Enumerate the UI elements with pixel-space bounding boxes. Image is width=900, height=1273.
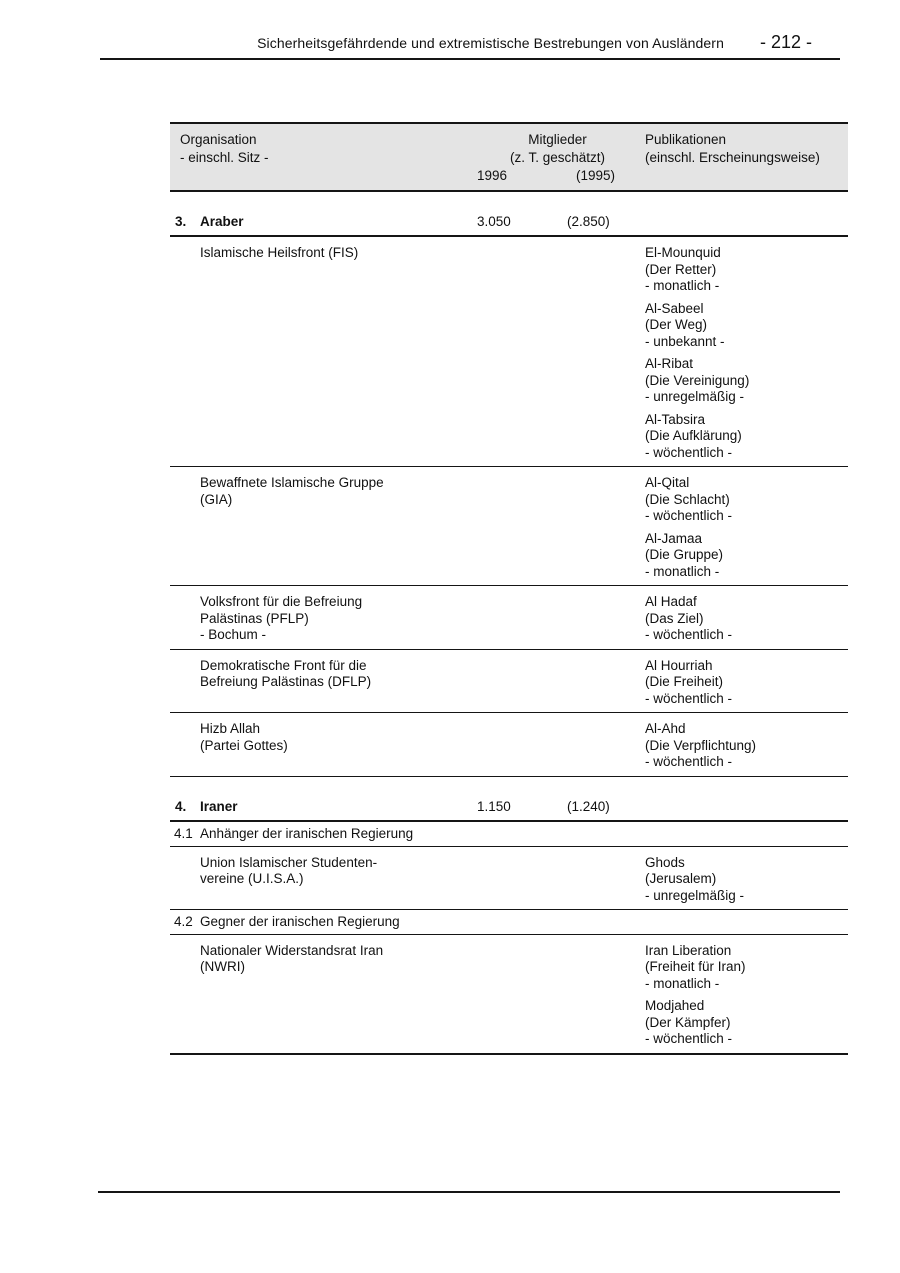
publications-cell [645, 721, 848, 771]
org-name-line: Hizb Allah [200, 721, 261, 736]
publication-translation: (Die Verpflichtung) [645, 737, 757, 753]
publication-frequency: - wöchentlich - [645, 754, 733, 769]
org-name-cell [170, 943, 470, 1048]
mitglieder-year-row [470, 167, 645, 185]
publications-cell [645, 943, 848, 1048]
org-name-cell [170, 721, 470, 771]
publication-title: Al-Ribat [645, 356, 694, 371]
organisation-header-sub: - einschl. Sitz - [180, 149, 269, 165]
publication-translation: (Jerusalem) [645, 871, 717, 886]
publication-translation: (Der Kämpfer) [645, 1014, 731, 1030]
publication-item [645, 943, 848, 993]
group-name-cell [170, 214, 470, 231]
publication-title: El-Mounquid [645, 245, 721, 260]
publication-translation: (Die Schlacht) [645, 491, 730, 507]
publication-translation: (Der Weg) [645, 317, 708, 332]
organisation-header-label: Organisation [180, 131, 257, 147]
mitglieder-header-label: Mitglieder [528, 131, 587, 147]
table-header-organisation [170, 131, 470, 185]
publications-cell [645, 475, 848, 580]
table-row-org-nwri [170, 935, 848, 1053]
page-header-rule [100, 58, 840, 60]
publication-frequency: - wöchentlich - [645, 627, 733, 642]
org-name-line: Union Islamischer Studenten- [200, 854, 378, 870]
publikationen-header-sub: (einschl. Erscheinungsweise) [645, 149, 820, 165]
org-name-line: Demokratische Front für die [200, 657, 367, 673]
publication-item [645, 412, 848, 462]
page-header [0, 0, 900, 60]
org-name-line: (GIA) [200, 491, 233, 507]
table-header-mitglieder [470, 131, 645, 185]
table-row-org-gia [170, 466, 848, 585]
publication-translation: (Das Ziel) [645, 610, 704, 626]
publication-item [645, 855, 848, 905]
publication-item [645, 301, 848, 351]
publication-item [645, 475, 848, 525]
publication-item [645, 245, 848, 295]
publications-cell [645, 245, 848, 461]
subsection-number: 4.2 [174, 914, 193, 929]
publications-cell [645, 855, 848, 905]
org-name-cell [170, 658, 470, 708]
members-1995: (2.850) [567, 213, 610, 229]
publication-translation: (Die Vereinigung) [645, 372, 750, 388]
org-name-line: Volksfront für die Befreiung [200, 594, 363, 609]
publication-translation: (Die Gruppe) [645, 547, 724, 562]
org-name-line: Palästinas (PFLP) [200, 610, 309, 626]
publication-title: Al-Qital [645, 475, 690, 490]
page-footer-rule [98, 1191, 840, 1193]
publication-title: Al Hourriah [645, 657, 713, 673]
publication-frequency: - wöchentlich - [645, 444, 733, 460]
org-name-cell [170, 475, 470, 580]
org-name-line: Nationaler Widerstandsrat Iran [200, 942, 384, 958]
publication-translation: (Der Retter) [645, 261, 717, 277]
publication-title: Al-Ahd [645, 721, 686, 736]
publication-title: Al-Jamaa [645, 530, 703, 546]
group-number: 4. [175, 798, 187, 814]
publications-cell [645, 658, 848, 708]
year-1995-label: (1995) [575, 167, 615, 183]
page-header-row [0, 34, 900, 52]
org-name-line: vereine (U.I.S.A.) [200, 871, 304, 886]
publication-title: Al Hadaf [645, 594, 697, 609]
subsection-label: Anhänger der iranischen Regierung [200, 826, 414, 841]
members-1996: 1.150 [477, 798, 511, 814]
year-1996-label: 1996 [477, 167, 508, 183]
org-name-cell [170, 594, 470, 644]
table-header-publikationen [645, 131, 848, 185]
publikationen-header-label: Publikationen [645, 131, 727, 147]
publication-item [645, 721, 848, 771]
page-number: - 212 - [759, 32, 812, 52]
publication-frequency: - wöchentlich - [645, 690, 733, 706]
publication-title: Al-Sabeel [645, 300, 704, 316]
table-row-org-fis [170, 237, 848, 466]
publications-cell [645, 214, 848, 231]
org-name-line: - Bochum - [200, 627, 267, 642]
org-name-cell [170, 245, 470, 461]
publication-translation: (Die Freiheit) [645, 674, 724, 689]
publications-cell [645, 594, 848, 644]
organisations-table [170, 122, 848, 1055]
page-header-title: Sicherheitsgefährdende und extremistische Bestrebungen von Ausländern [257, 35, 724, 51]
publication-translation: (Freiheit für Iran) [645, 959, 746, 974]
table-row-org-hizb-allah [170, 712, 848, 776]
publication-item [645, 356, 848, 406]
org-name-line: Bewaffnete Islamische Gruppe [200, 475, 384, 490]
table-row-group-araber [170, 192, 848, 238]
publication-item [645, 658, 848, 708]
publication-frequency: - unbekannt - [645, 333, 725, 349]
org-name-cell [170, 855, 470, 905]
table-row-org-pflp [170, 585, 848, 649]
publication-title: Iran Liberation [645, 942, 732, 958]
members-1995: (1.240) [567, 798, 610, 814]
publication-title: Al-Tabsira [645, 411, 706, 427]
publication-frequency: - monatlich - [645, 278, 720, 293]
publication-frequency: - unregelmäßig - [645, 389, 745, 404]
publication-frequency: - wöchentlich - [645, 1031, 733, 1046]
org-name-line: Islamische Heilsfront (FIS) [200, 245, 359, 260]
publication-frequency: - monatlich - [645, 975, 720, 991]
group-name: Araber [200, 213, 244, 229]
publications-cell [645, 799, 848, 816]
table-header [170, 122, 848, 192]
publication-frequency: - monatlich - [645, 563, 720, 579]
group-number: 3. [175, 213, 187, 229]
table-row-org-uisa [170, 847, 848, 910]
publication-translation: (Die Aufklärung) [645, 428, 742, 443]
mitglieder-header-sub: (z. T. geschätzt) [509, 149, 606, 165]
publication-frequency: - wöchentlich - [645, 508, 733, 523]
publication-title: Modjahed [645, 998, 705, 1013]
table-row-group-iraner [170, 776, 848, 823]
group-name: Iraner [200, 798, 238, 814]
publication-item [645, 594, 848, 644]
org-name-line: (NWRI) [200, 959, 245, 974]
table-subsection-4-2 [170, 909, 848, 935]
org-name-line: Befreiung Palästinas (DFLP) [200, 674, 372, 689]
subsection-number: 4.1 [174, 826, 193, 841]
publication-title: Ghods [645, 854, 685, 870]
publication-item [645, 998, 848, 1048]
table-row-org-dflp [170, 649, 848, 713]
subsection-label: Gegner der iranischen Regierung [200, 914, 400, 929]
publication-item [645, 531, 848, 581]
members-1996: 3.050 [477, 213, 511, 229]
group-name-cell [170, 799, 470, 816]
org-name-line: (Partei Gottes) [200, 737, 288, 753]
publication-frequency: - unregelmäßig - [645, 887, 745, 903]
table-subsection-4-1 [170, 822, 848, 847]
